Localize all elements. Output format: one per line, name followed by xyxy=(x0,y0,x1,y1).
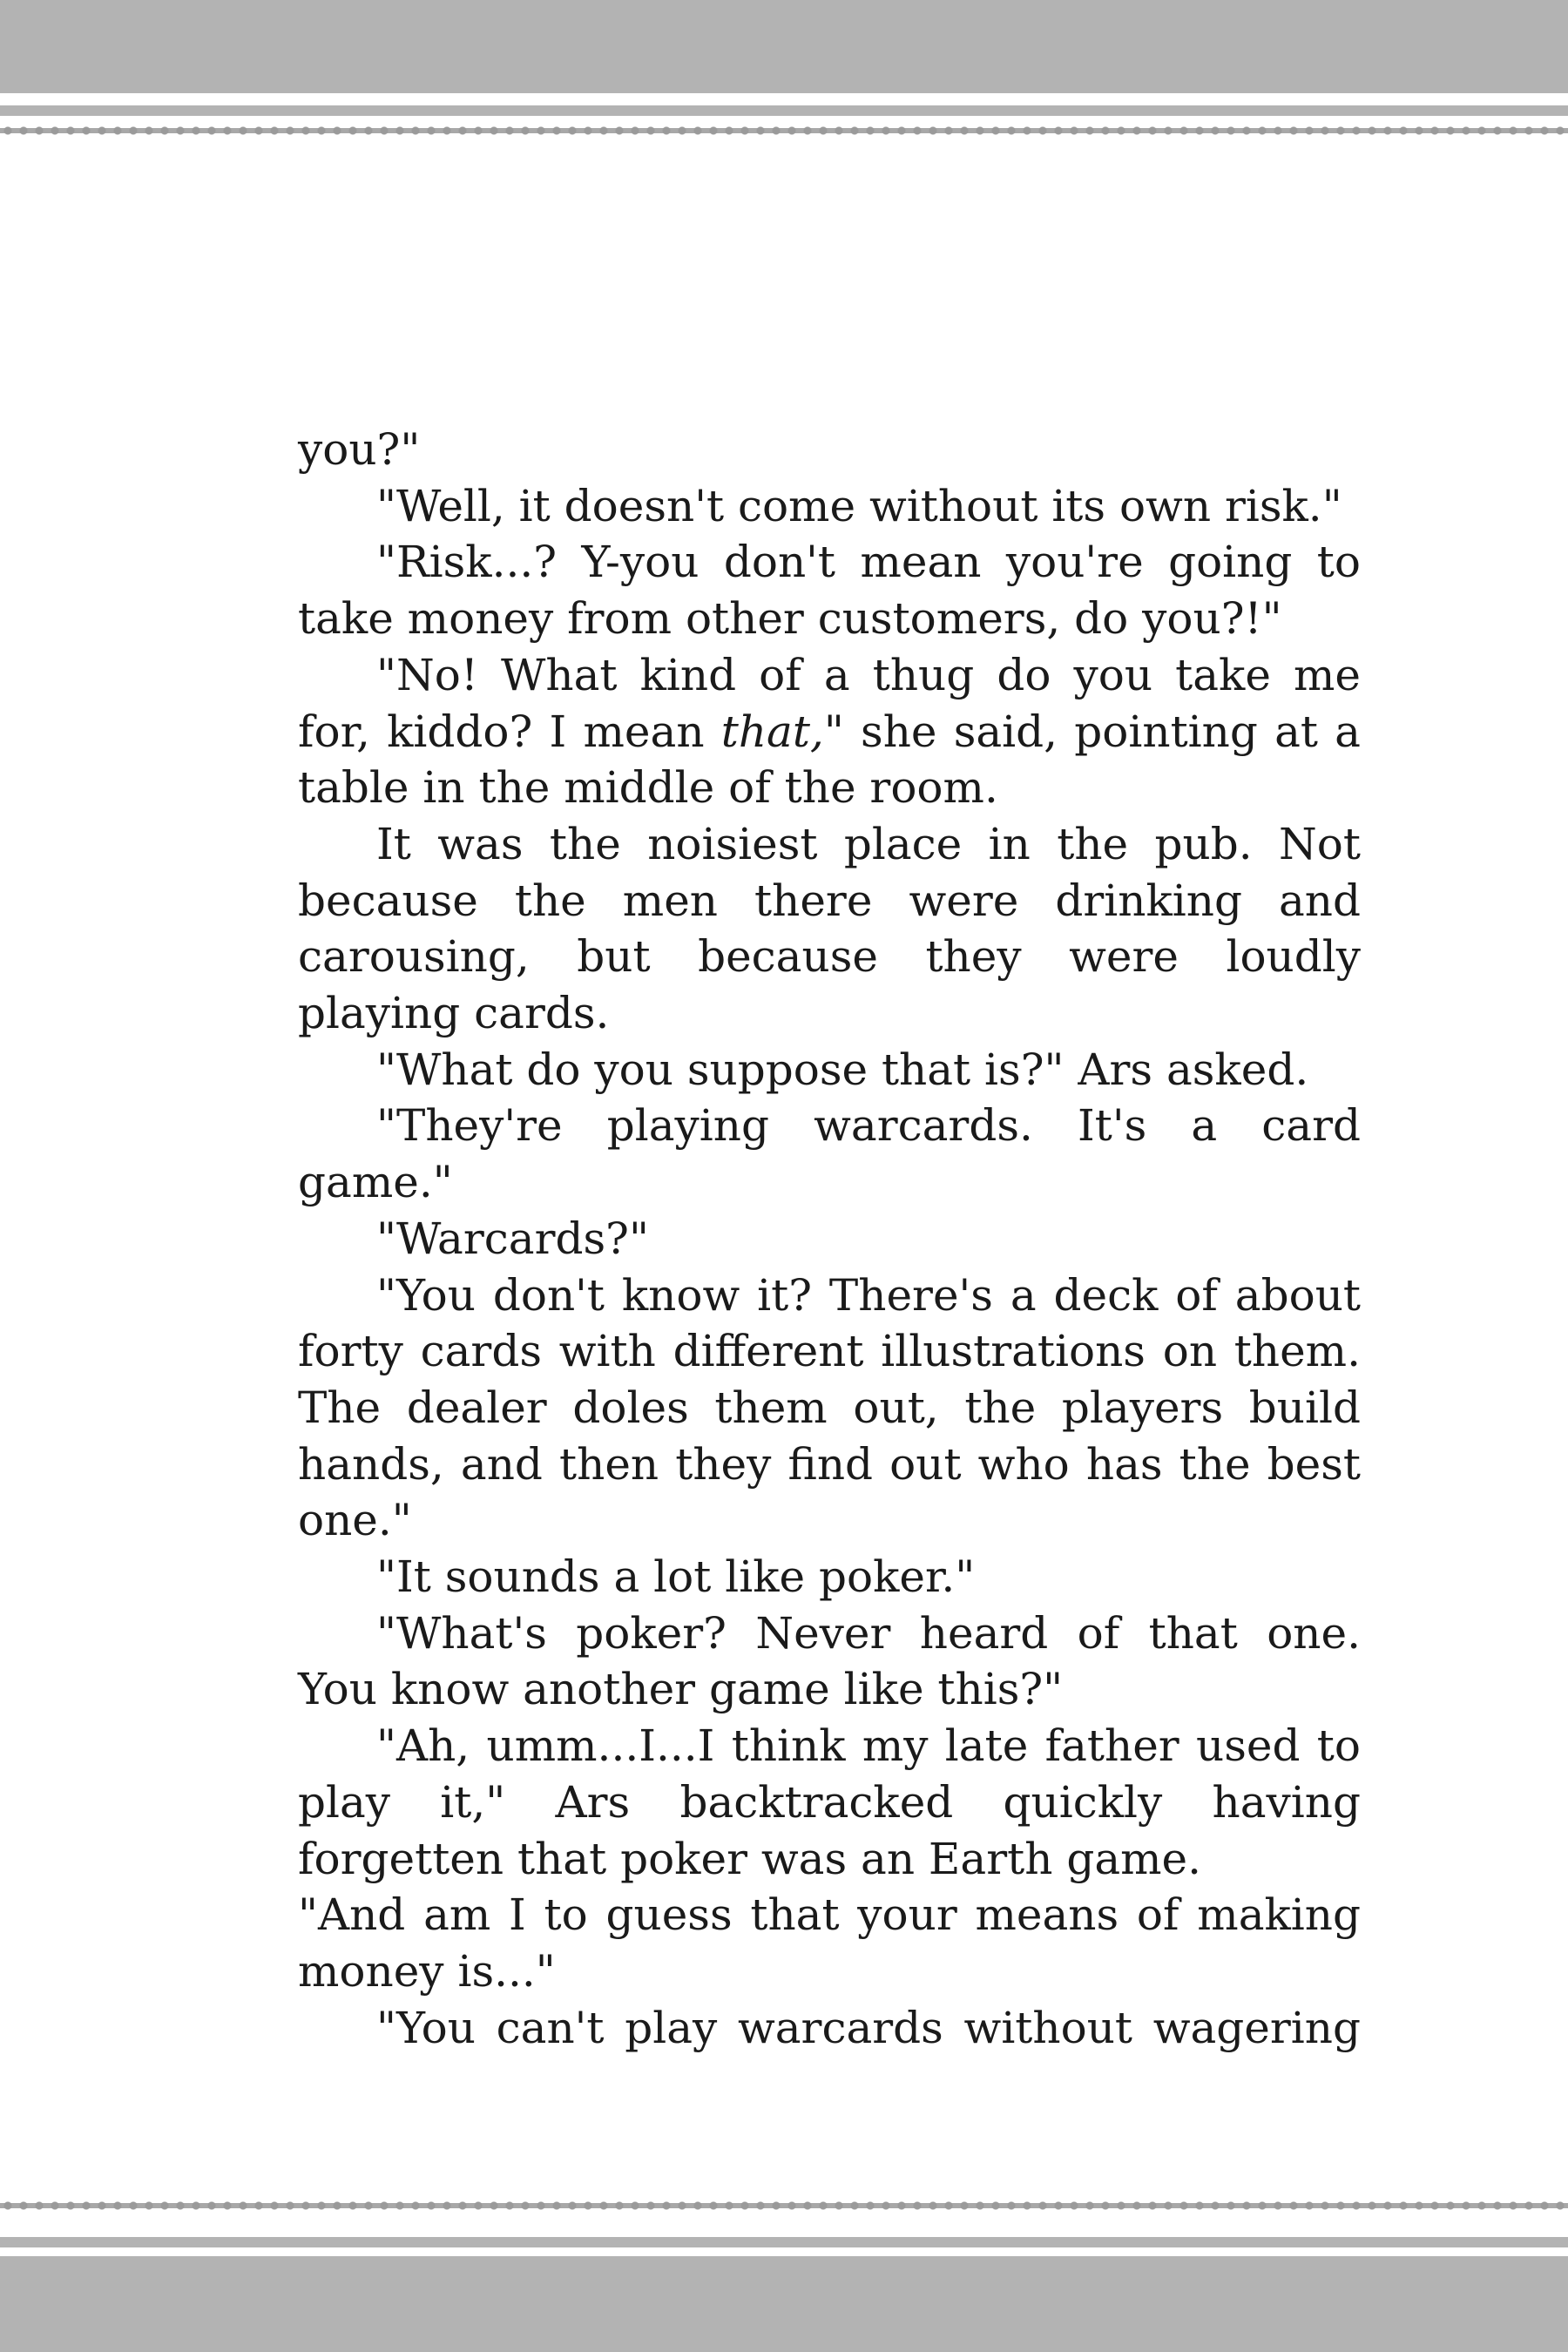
paragraph-12: "Ah, umm...I...I think my late father used to play it," Ars backtracked quickly having forgetten that poker was an Earth game. xyxy=(298,1720,1361,1884)
paragraph-13: "And am I to guess that your means of making money is..." xyxy=(298,1889,1361,1997)
paragraph-4 xyxy=(298,647,1361,816)
top-rule xyxy=(0,105,1568,116)
top-gray-band xyxy=(0,0,1568,93)
paragraph-11: "What's poker? Never heard of that one. You know another game like this?" xyxy=(298,1607,1361,1715)
paragraph-3: "Risk...? Y-you don't mean you're going to take money from other customers, do you?!" xyxy=(298,537,1361,645)
bottom-ornament-border xyxy=(0,2195,1568,2216)
paragraph-6: "What do you suppose that is?" Ars asked. xyxy=(376,1044,1309,1095)
paragraph-2: "Well, it doesn't come without its own risk." xyxy=(376,480,1342,531)
paragraph-14: "You can't play warcards without wagering xyxy=(376,2002,1361,2053)
page-body-text xyxy=(298,422,1361,2056)
paragraph-5: It was the noisiest place in the pub. Not because the men there were drinking and carousing, but because they were loudly playing cards. xyxy=(298,818,1361,1039)
paragraph-4-after: " she said, pointing at a table in the middle of the room. xyxy=(298,706,1361,814)
top-ornament-border xyxy=(0,120,1568,141)
paragraph-8: "Warcards?" xyxy=(376,1213,649,1264)
paragraph-7: "They're playing warcards. It's a card game." xyxy=(298,1100,1361,1208)
paragraph-1: you?" xyxy=(298,424,421,475)
paragraph-4-before: "No! What kind of a thug do you take me for, kiddo? I mean xyxy=(298,649,1361,757)
bottom-gray-band xyxy=(0,2256,1568,2352)
bottom-rule xyxy=(0,2237,1568,2247)
paragraph-10: "It sounds a lot like poker." xyxy=(376,1551,976,1603)
paragraph-9: "You don't know it? There's a deck of about forty cards with different illustrations on them. The dealer doles them out, the players build hands, and then they find out who has the best one." xyxy=(298,1269,1361,1546)
paragraph-4-italic: that, xyxy=(720,706,824,757)
